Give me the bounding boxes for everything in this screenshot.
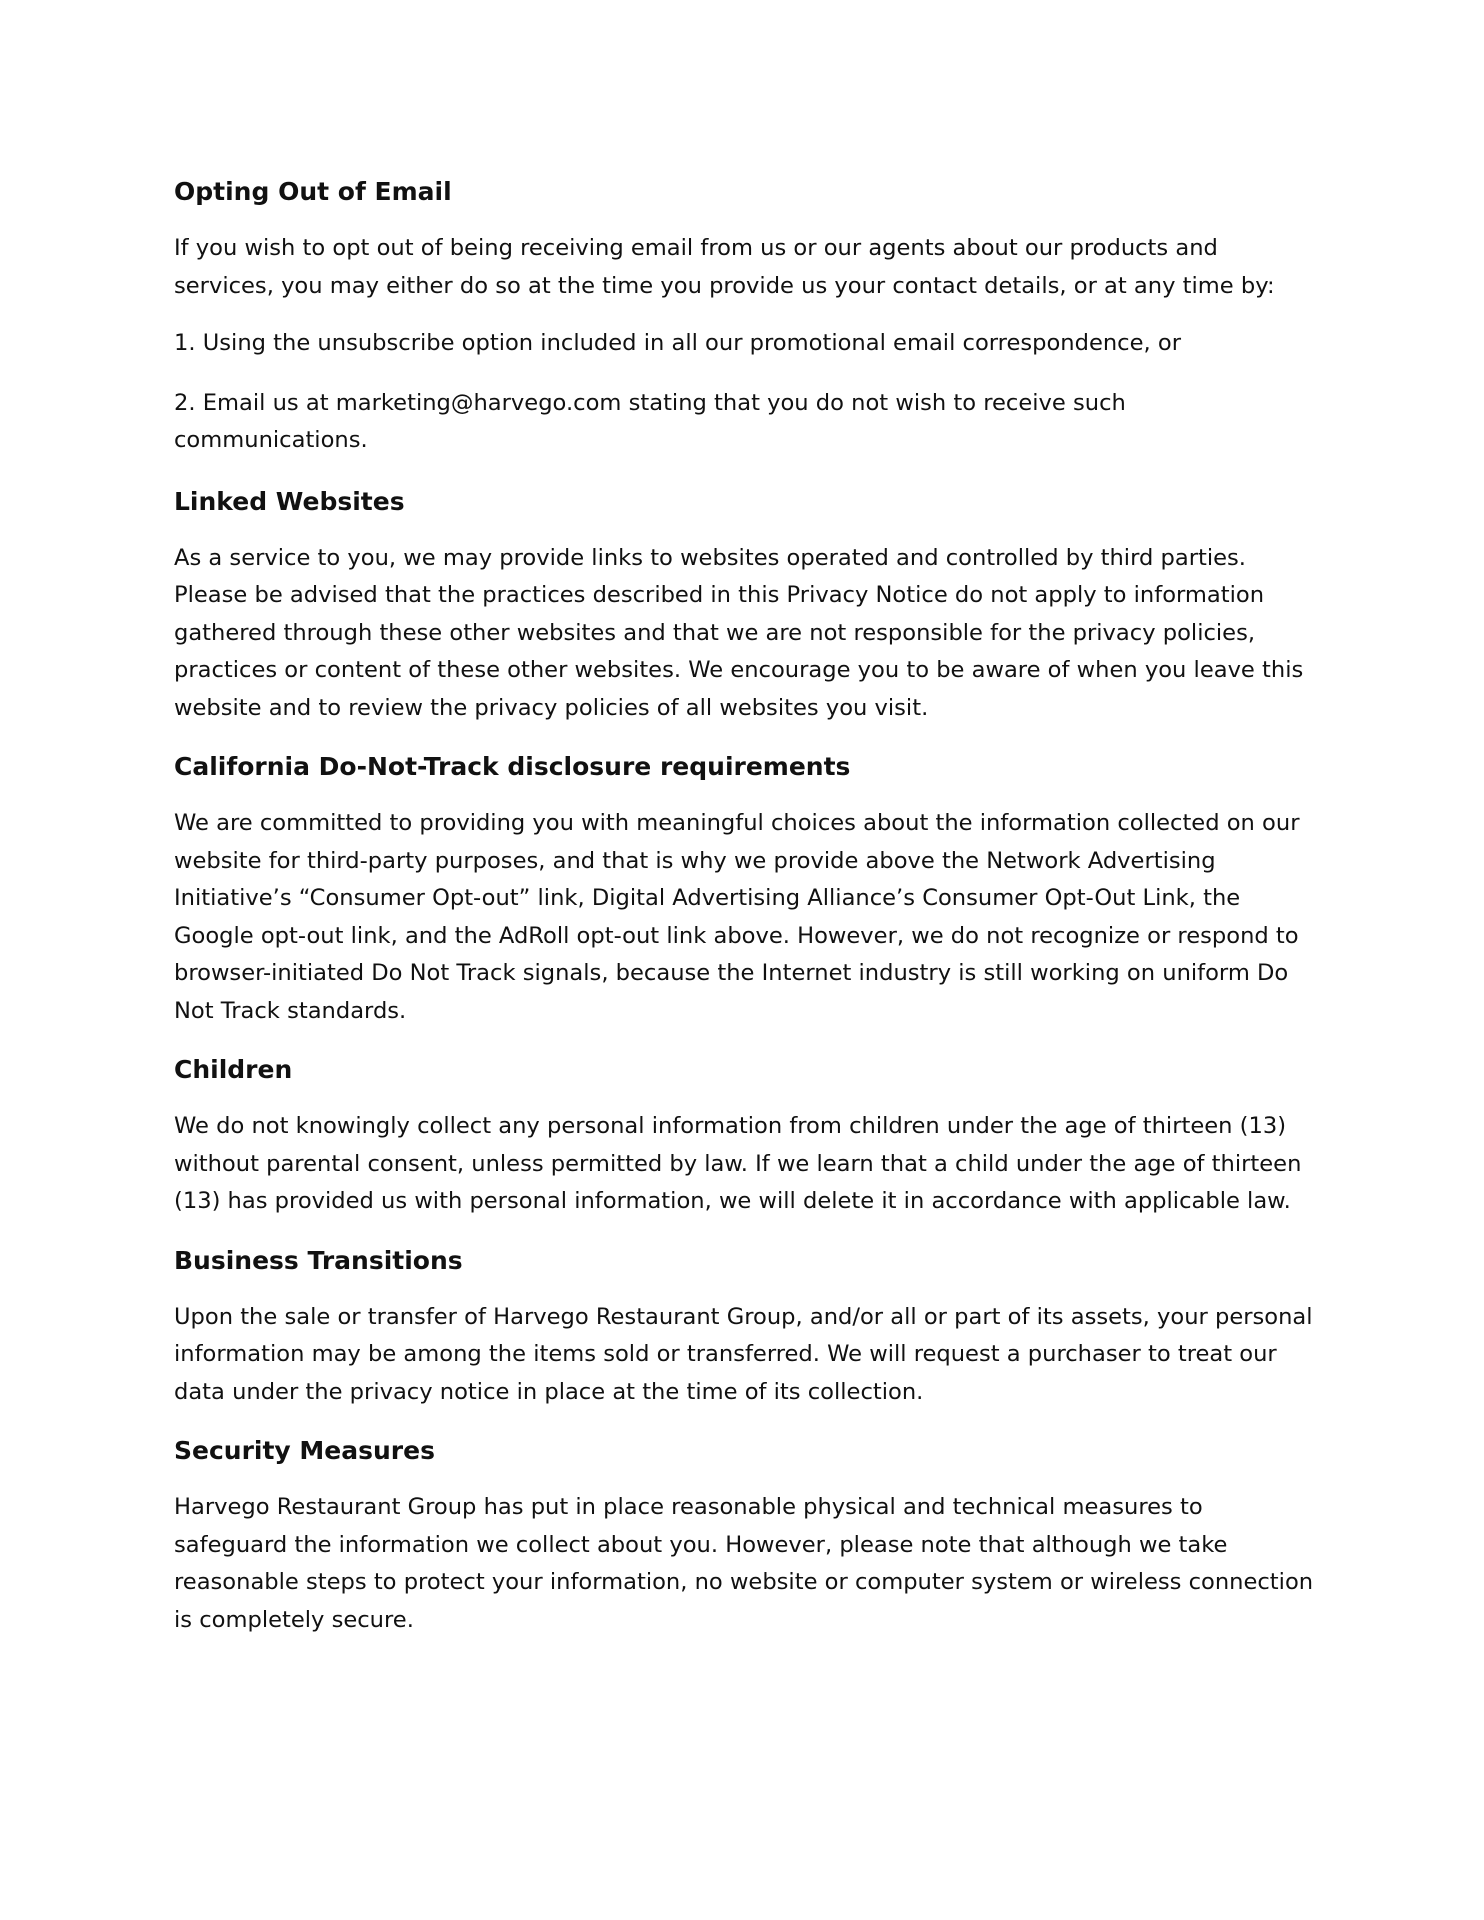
section-paragraph: We are committed to providing you with meaningful choices about the information collected on our website for third-party purposes, and that is why we provide above the Network Advertising Initiative’s “Consumer Opt-out” link, Digital Advertising Alliance’s Consumer Opt-Out Link, the Google opt-out link, and the AdRoll opt-out link above. However, we do not recognize or respond to browser-initiated Do Not Track signals, because the Internet industry is still working on uniform Do Not Track standards. [174,810,1300,1024]
list-item-1: 1. Using the unsubscribe option included in all our promotional email correspondence, or [174,330,1181,356]
section-heading: Linked Websites [174,486,405,516]
section-business-transitions [174,1241,1314,1412]
section-opting-out-of-email [174,172,1314,460]
section-paragraph: Harvego Restaurant Group has put in place reasonable physical and technical measures to safeguard the information we collect about you. However, please note that although we take reasonable steps to protect your information, no website or computer system or wireless connection is completely secure. [174,1494,1314,1633]
section-paragraph: As a service to you, we may provide links to websites operated and controlled by third parties. Please be advised that the practices described in this Privacy Notice do not apply to information gathered through these other websites and that we are not responsible for the privacy policies, practices or content of these other websites. We encourage you to be aware of when you leave this website and to review the privacy policies of all websites you visit. [174,544,1304,721]
section-paragraph: If you wish to opt out of being receiving email from us or our agents about our products and services, you may either do so at the time you provide us your contact details, or at any time by: [174,235,1275,299]
document-page [174,172,1314,1659]
section-heading: Children [174,1055,293,1084]
section-paragraph: Upon the sale or transfer of Harvego Restaurant Group, and/or all or part of its assets, your personal information may be among the items sold or transferred. We will request a purchaser to treat our data under the privacy notice in place at the time of its collection. [174,1303,1313,1405]
section-heading: Opting Out of Email [174,177,452,206]
list-item-2: 2. Email us at marketing@harvego.com stating that you do not wish to receive such communications. [174,389,1126,453]
section-heading: Business Transitions [174,1245,463,1275]
section-linked-websites [174,482,1314,728]
section-heading: California Do-Not-Track disclosure requirements [174,752,851,781]
section-security-measures [174,1431,1314,1639]
section-heading: Security Measures [174,1436,435,1465]
section-california-do-not-track [174,747,1314,1030]
section-children [174,1050,1314,1221]
section-paragraph: We do not knowingly collect any personal information from children under the age of thirteen (13) without parental consent, unless permitted by law. If we learn that a child under the age of thirteen (13) has provided us with personal information, we will delete it in accordance with applicable law. [174,1113,1302,1214]
